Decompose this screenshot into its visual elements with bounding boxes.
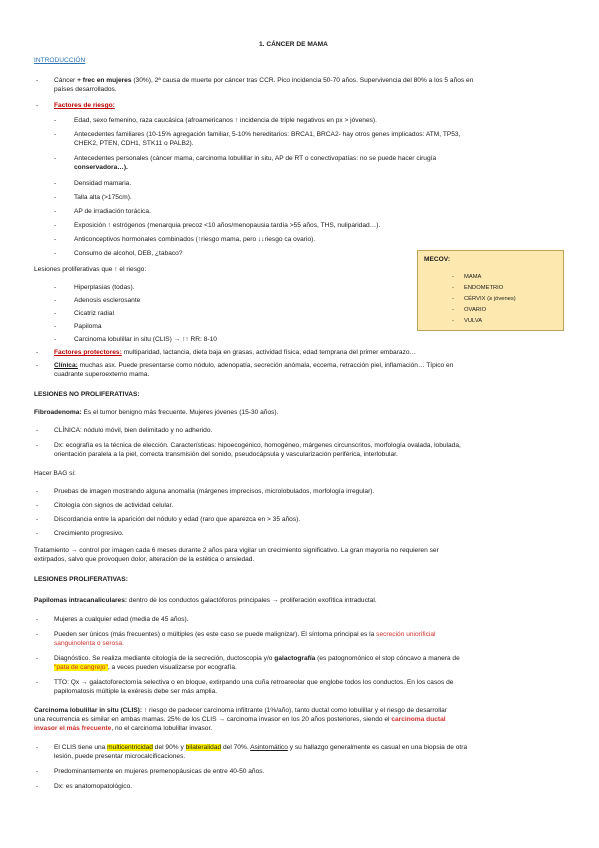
bullet-dash: - — [36, 516, 39, 523]
prolif-item: Hiperplasias (todas). — [74, 284, 135, 291]
papiloma-item-cont: papilomatosis múltiple la exéresis debe ser más amplia. — [54, 688, 218, 695]
prolif-intro: Lesiones proliferativas que ↑ el riesgo: — [34, 266, 147, 273]
papiloma-item-cont — [54, 664, 237, 672]
sub-dash: - — [54, 155, 57, 162]
fibro-item-cont: orientación paralela a la piel, correcta transmisión del sonido, pseudocápsula y vascularización periférica, interlobular. — [54, 451, 398, 458]
intro-paragraph — [54, 77, 473, 85]
text-span: y su hallazgo generalmente es casual en una biopsia de otra — [287, 744, 468, 751]
treatment-line: Tratamiento → control por imagen cada 6 meses durante 2 años para vigilar un crecimiento significativo. La gran mayoría no requieren ser — [34, 547, 439, 554]
bullet-dash: - — [452, 274, 454, 280]
fibro-line — [34, 409, 278, 417]
mecov-box — [417, 250, 564, 331]
prolif-item: Carcinoma lobulillar in situ (CLIS) → ↑↑ RR: 8-10 — [74, 336, 217, 343]
sub-dash: - — [54, 208, 57, 215]
bullet-dash: - — [36, 783, 39, 790]
clis-line — [34, 707, 447, 715]
clinic-line — [54, 362, 453, 370]
bullet-dash: - — [36, 530, 39, 537]
bag-item: Citología con signos de actividad celular. — [54, 502, 174, 509]
sub-dash: - — [54, 297, 57, 304]
red-bold-text: invasor el más frecuente — [34, 725, 112, 732]
mecov-title: MECOV: — [424, 256, 451, 263]
bullet-dash: - — [36, 655, 39, 662]
bullet-dash: - — [452, 307, 454, 313]
clis-item-cont: lesión, puede presentar microcalcificaciones. — [54, 753, 186, 760]
mecov-item: VULVA — [464, 318, 483, 324]
red-bold-text: carcinoma ductal — [391, 716, 446, 723]
clis-item — [54, 744, 467, 752]
bag-item: Crecimiento progresivo. — [54, 530, 124, 537]
treatment-line-cont: extirpados, salvo que provoquen dolor, alteración de la estética o ansiedad. — [34, 556, 255, 563]
text-span: Cáncer — [54, 77, 78, 84]
text-span: , no el carcinoma lobulillar invasor. — [111, 725, 213, 732]
sub-dash: - — [54, 336, 57, 343]
text-span: ↑ riesgo de padecer carcinoma infiltrante (1%/año), tanto ductal como lobulillar y el riesgo de desarrollar — [142, 707, 448, 714]
fibro-item: CLÍNICA: nódulo móvil, bien delimitado y no adherido. — [54, 427, 213, 434]
bullet-dash: - — [452, 285, 454, 291]
text-span: del 90% y — [152, 744, 186, 751]
sub-dash: - — [54, 236, 57, 243]
sub-dash: - — [54, 180, 57, 187]
red-text: secreción uniorificial — [376, 631, 436, 638]
bullet-dash: - — [36, 442, 39, 449]
bullet-dash: - — [36, 631, 39, 638]
bullet-dash: - — [452, 296, 454, 302]
bag-item: Discordancia entre la aparición del nódulo y edad (raro que aparezca en > 35 años). — [54, 516, 301, 523]
sub-dash: - — [54, 310, 57, 317]
bullet-dash: - — [36, 102, 39, 109]
intro-paragraph-cont: países desarrollados. — [54, 86, 117, 93]
text-span: , a veces pueden visualizarse por ecografía. — [107, 664, 237, 671]
text-span: Diagnóstico. Se realiza mediante citología de la secreción, ductoscopia y/o — [54, 655, 275, 662]
page-title: 1. CÁNCER DE MAMA — [259, 41, 328, 48]
text-span: del 70%. — [221, 744, 251, 751]
text-span: Es el tumor benigno más frecuente. Mujeres jóvenes (15-30 años). — [81, 409, 279, 416]
bullet-dash: - — [36, 502, 39, 509]
mecov-item: OVARIO — [464, 307, 487, 313]
protect-label: Factores protectores: — [54, 349, 122, 356]
sub-dash: - — [54, 323, 57, 330]
risk-item-cont: CHEK2, PTEN, CDH1, STK11 o PALB2). — [74, 140, 194, 147]
sub-dash: - — [54, 284, 57, 291]
mecov-item: CÉRVIX (≥ jóvenes) — [464, 296, 516, 302]
prolif-heading: LESIONES PROLIFERATIVAS: — [34, 576, 128, 583]
papiloma-item-cont: sanguinolenta o serosa. — [54, 640, 125, 647]
mecov-item: ENDOMETRIO — [464, 285, 504, 291]
fibro-item: Dx: ecografía es la técnica de elección. Características: hipoecogénico, homogéneo, márgenes circunscritos, morfología ovalada, lobulada, — [54, 442, 461, 449]
bullet-dash: - — [36, 349, 39, 356]
text-span: dentro de los conductos galactóforos principales → proliferación exofítica intraductal. — [127, 597, 377, 604]
protect-line — [54, 349, 416, 357]
highlight-text: "pata de cangrejo" — [54, 664, 108, 671]
bullet-dash: - — [36, 362, 39, 369]
underline-text: Asintomático — [250, 744, 288, 751]
nonprolif-heading: LESIONES NO PROLIFERATIVAS: — [34, 391, 140, 398]
risk-item: Talla alta (>175cm). — [74, 194, 132, 201]
clis-label: Carcinoma lobulillar in situ (CLIS): — [34, 707, 143, 714]
bullet-dash: - — [36, 77, 39, 84]
clis-item: Predominantemente en mujeres premenopáusicas de entre 40-50 años. — [54, 768, 265, 775]
clis-line-cont — [34, 716, 446, 724]
papiloma-item: Mujeres a cualquier edad (media de 45 años). — [54, 616, 189, 623]
bullet-dash: - — [36, 679, 39, 686]
risk-item: Exposición ↑ estrógenos (menarquia precoz <10 años/menopausia tardía >55 años, THS, nuliparidad…). — [74, 222, 381, 229]
clinic-label: Clínica: — [54, 362, 78, 369]
bullet-dash: - — [36, 768, 39, 775]
intro-heading: INTRODUCCIÓN — [34, 57, 86, 64]
risk-item: Anticonceptivos hormonales combinados (↑riesgo mama, pero ↓↓riesgo ca ovario). — [74, 236, 316, 243]
risk-item: Densidad mamaria. — [74, 180, 132, 187]
bold-text: galactografía — [274, 655, 316, 662]
bag-intro: Hacer BAG si: — [34, 470, 76, 477]
text-span: una recurrencia es similar en ambas mamas. 25% de los CLIS → carcinoma invasor en los 20 años posteriores, siendo el — [34, 716, 392, 723]
text-span: (30%), 2ª causa de muerte por cáncer tras CCR. Pico incidencia 50-70 años. Supervivencia del 80% a los 5 años en — [131, 77, 474, 84]
bullet-dash: - — [36, 744, 39, 751]
clis-item: Dx: es anatomopatológico. — [54, 783, 133, 790]
text-span: Pueden ser únicos (más frecuentes) o múltiples (es este caso se puede malignizar). El síntoma principal es la — [54, 631, 377, 638]
mecov-item: MAMA — [464, 274, 482, 280]
fibro-label: Fibroadenoma: — [34, 409, 82, 416]
bullet-dash: - — [452, 318, 454, 324]
risk-item: Edad, sexo femenino, raza caucásica (afroamericanos ↑ incidencia de triple negativos en px > jóvenes). — [74, 117, 377, 124]
risk-item: AP de irradiación torácica. — [74, 208, 151, 215]
bullet-dash: - — [36, 616, 39, 623]
risk-item: Consumo de alcohol, DEB, ¿tabaco? — [74, 250, 183, 257]
highlight-text: multicentricidad — [107, 744, 153, 751]
clis-line-cont — [34, 725, 212, 733]
risk-heading: Factores de riesgo: — [54, 102, 115, 109]
risk-item: Antecedentes personales (cáncer mama, carcinoma lobulillar in situ, AP de RT o conectivopatías: no se puede hacer cirugía — [74, 155, 437, 162]
sub-dash: - — [54, 131, 57, 138]
bullet-dash: - — [36, 427, 39, 434]
papiloma-item: TTO: Qx → galactoforectomía selectiva o en bloque, extirpando una cuña retroareolar que englobe todos los conductos. En los casos de — [54, 679, 454, 686]
bag-item: Pruebas de imagen mostrando alguna anomalía (márgenes imprecisos, microlobulados, morfología irregular). — [54, 488, 375, 495]
prolif-item: Papiloma — [74, 323, 102, 330]
bullet-dash: - — [36, 488, 39, 495]
sub-dash: - — [54, 250, 57, 257]
sub-dash: - — [54, 194, 57, 201]
bold-text: + frec en mujeres — [77, 77, 132, 84]
text-span: El CLIS tiene una — [54, 744, 108, 751]
sub-dash: - — [54, 117, 57, 124]
prolif-item: Adenosis esclerosante — [74, 297, 141, 304]
risk-item-cont: conservadora…). — [74, 164, 128, 171]
text-span: (es patognomónico el stop cóncavo a manera de — [315, 655, 460, 662]
highlight-text: bilateralidad — [185, 744, 222, 751]
text-span: muchas asx. Puede presentarse como nódulo, adenopatía, secreción anómala, eccema, retracción piel, inflamación… Típico en — [77, 362, 454, 369]
risk-item: Antecedentes familiares (10-15% agregación familiar, 5-10% hereditarios: BRCA1, BRCA2- hay otros genes implicados: ATM, TP53, — [74, 131, 461, 138]
sub-dash: - — [54, 222, 57, 229]
text-span: multiparidad, lactancia, dieta baja en grasas, actividad física, edad temprana del primer embarazo… — [121, 349, 417, 356]
papiloma-label: Papilomas intracanaliculares: — [34, 597, 128, 604]
papiloma-line — [34, 597, 377, 605]
prolif-item: Cicatriz radial — [74, 310, 114, 317]
papiloma-item — [54, 631, 436, 639]
papiloma-item — [54, 655, 460, 663]
clinic-line-cont: cuadrante superoexterno mama. — [54, 371, 150, 378]
